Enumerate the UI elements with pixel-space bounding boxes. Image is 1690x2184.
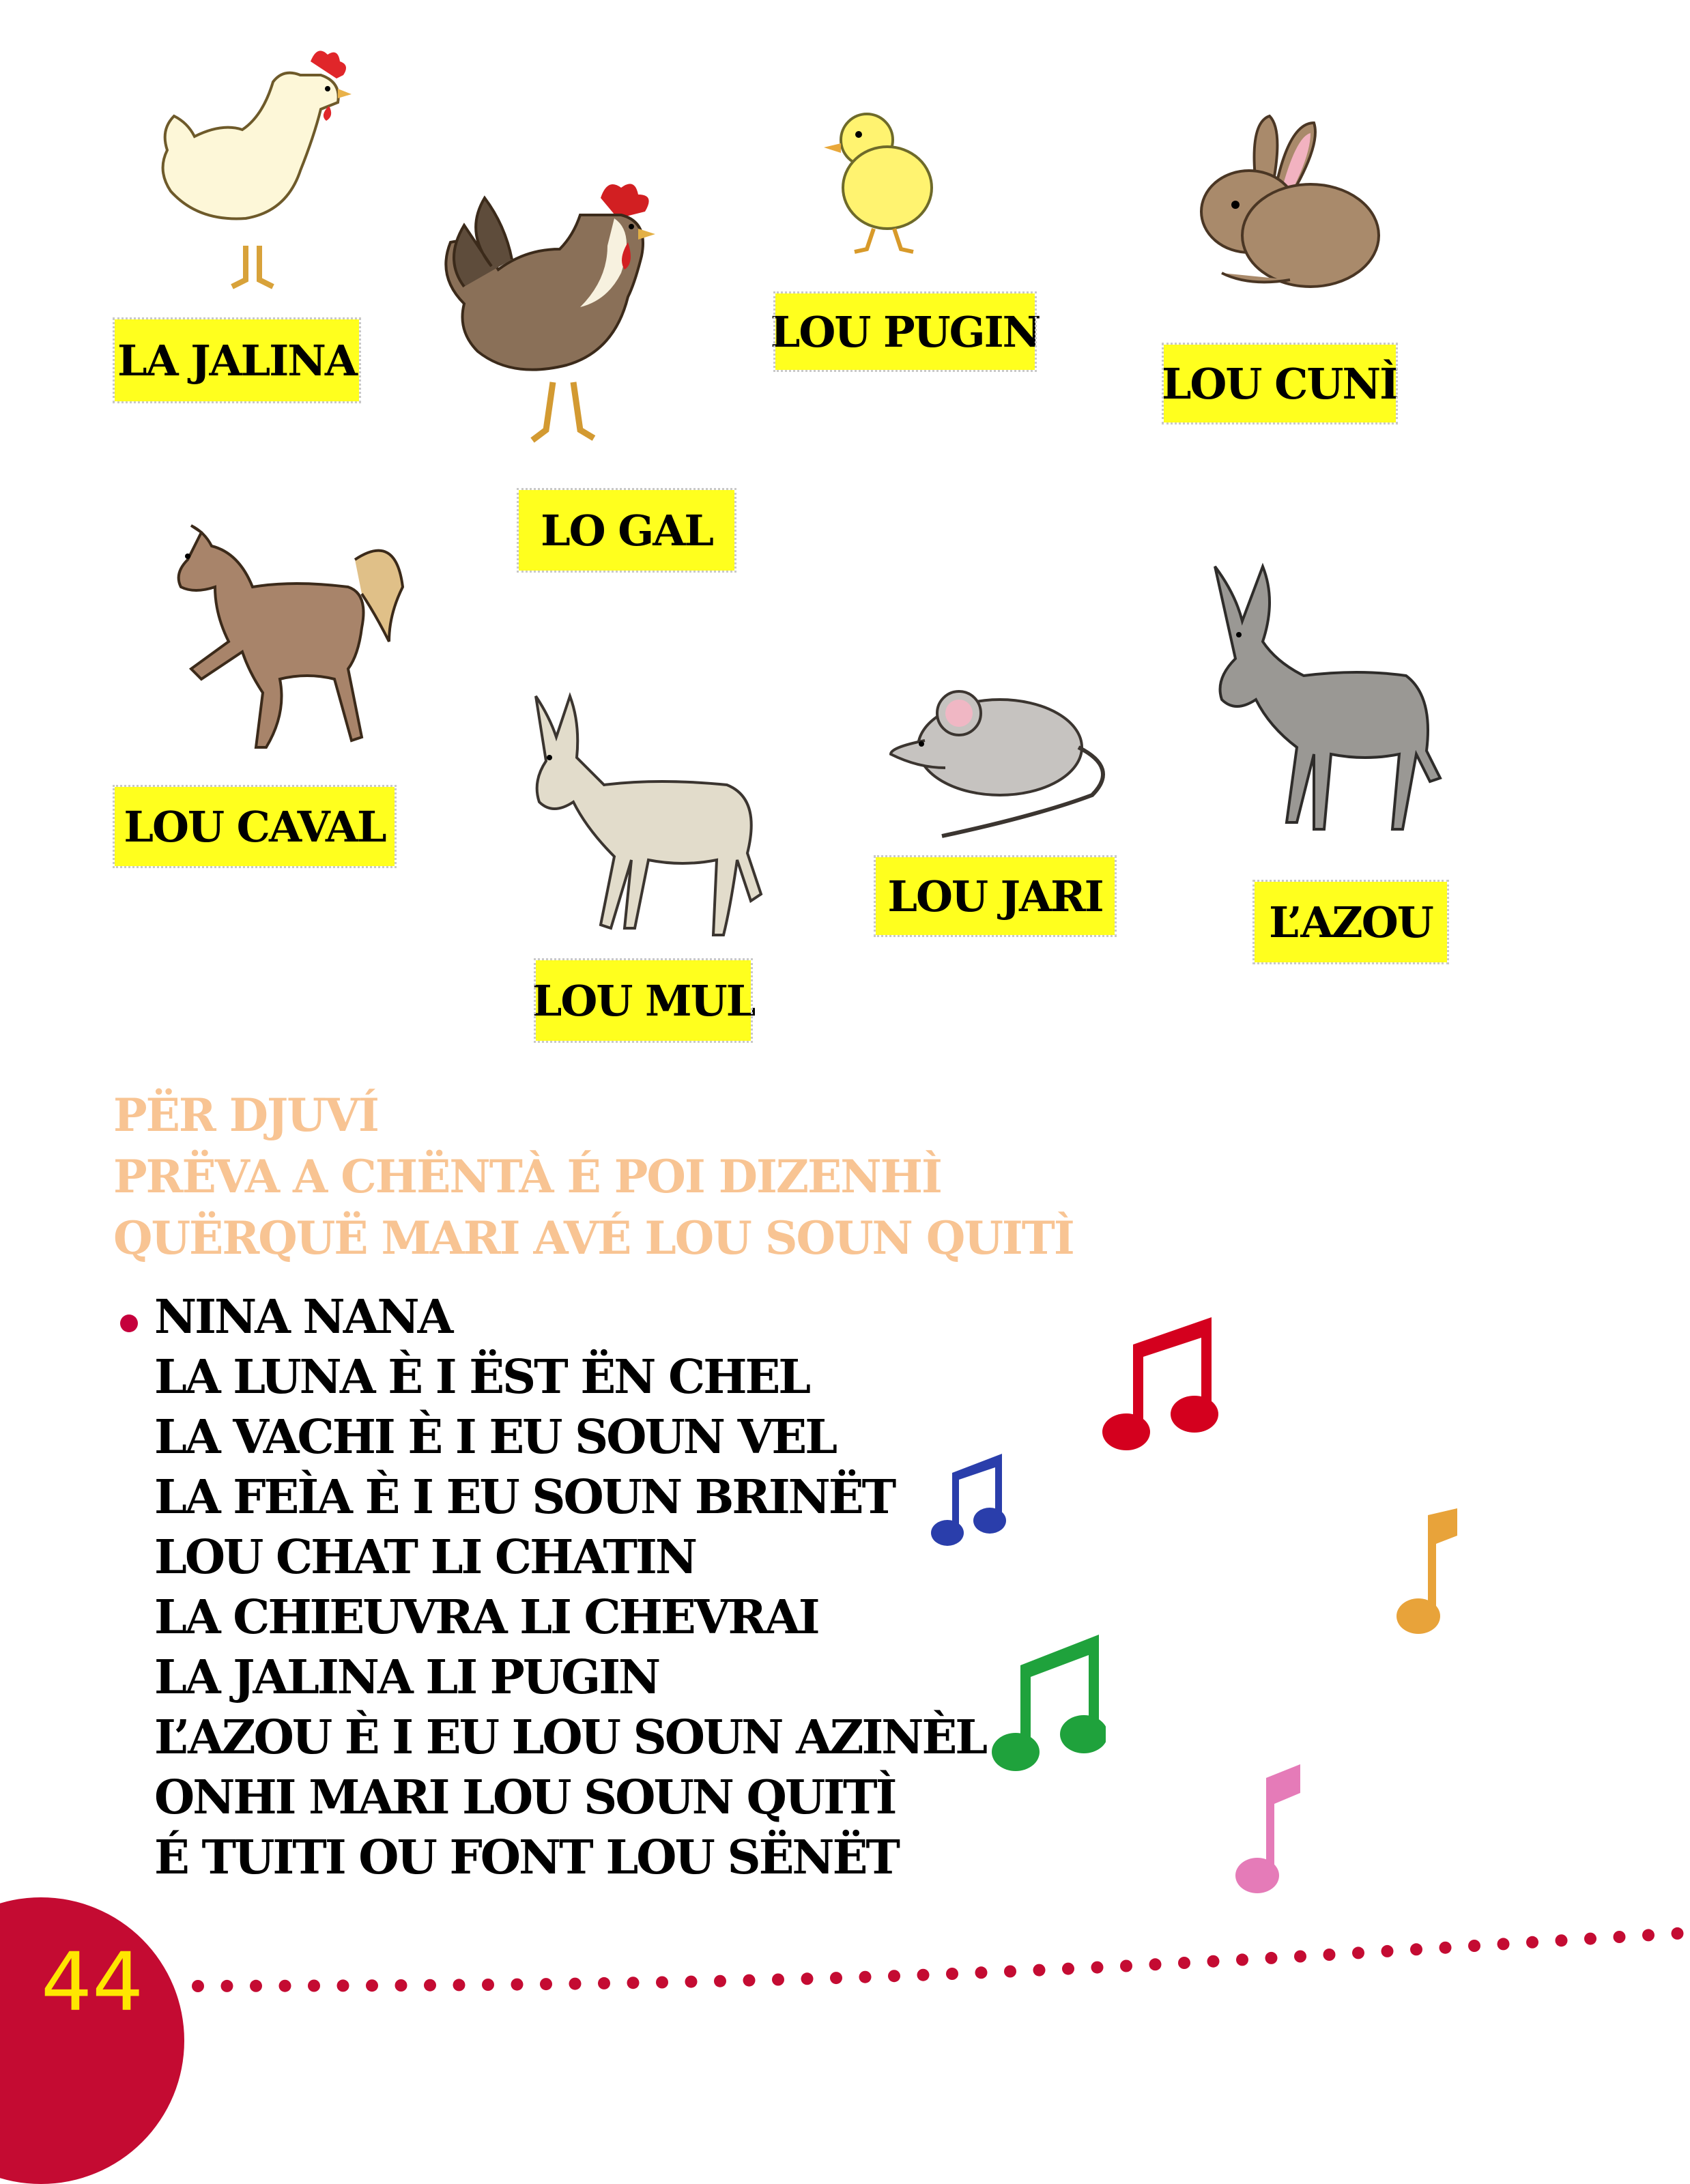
- border-dot: [337, 1979, 349, 1992]
- border-dot: [772, 1974, 784, 1986]
- border-dot: [888, 1970, 900, 1982]
- label-rabbit: LOU CUNÌ: [1164, 345, 1396, 422]
- border-dot: [1526, 1936, 1538, 1949]
- label-rooster: LO GAL: [519, 490, 734, 571]
- border-dot: [1265, 1952, 1278, 1964]
- mouse-illustration: [884, 672, 1116, 836]
- instruction-line-2: PRËVA A CHËNTÀ É POI DIZENHÌ: [113, 1150, 941, 1203]
- border-dot: [192, 1980, 204, 1992]
- border-dot: [685, 1976, 698, 1988]
- border-dot: [1614, 1931, 1626, 1943]
- label-hen: LA JALINA: [115, 319, 359, 401]
- music-note-blue-icon: [928, 1454, 1007, 1556]
- rabbit-illustration: [1181, 109, 1386, 300]
- label-mouse: LOU JARI: [876, 857, 1115, 935]
- border-dot: [1062, 1963, 1074, 1975]
- border-dot: [482, 1979, 494, 1991]
- border-dot: [1352, 1946, 1364, 1959]
- border-dot: [830, 1972, 842, 1984]
- dotted-border: [0, 1904, 1690, 2013]
- border-dot: [1323, 1949, 1336, 1961]
- border-dot: [1149, 1958, 1162, 1970]
- border-dot: [859, 1971, 872, 1983]
- song-line: L’AZOU È I EU LOU SOUN AZINÈL: [154, 1710, 986, 1765]
- music-note-green-icon: [990, 1635, 1106, 1781]
- border-dot: [1004, 1966, 1016, 1978]
- border-dot: [1642, 1929, 1655, 1941]
- border-dot: [1410, 1943, 1422, 1955]
- border-dot: [1207, 1955, 1220, 1968]
- border-dot: [511, 1979, 524, 1991]
- border-dot: [569, 1978, 582, 1990]
- instruction-line-1: PËR DJUVÍ: [113, 1089, 378, 1142]
- border-dot: [1381, 1945, 1394, 1957]
- music-note-red-icon: [1099, 1317, 1218, 1464]
- border-dot: [1584, 1933, 1596, 1945]
- song-line: LOU CHAT LI CHATIN: [154, 1530, 696, 1585]
- border-dot: [1120, 1960, 1132, 1972]
- song-line: LA CHIEUVRA LI CHEVRAI: [154, 1590, 818, 1645]
- border-dot: [1468, 1940, 1480, 1952]
- border-dot: [424, 1979, 436, 1992]
- border-dot: [1033, 1964, 1046, 1977]
- music-note-orange-icon: [1392, 1508, 1461, 1641]
- song-line: ONHI MARI LOU SOUN QUITÌ: [154, 1770, 896, 1825]
- label-mule: LOU MUL: [536, 960, 751, 1041]
- border-dot: [540, 1978, 552, 1990]
- border-dot: [279, 1980, 291, 1992]
- border-dot: [627, 1977, 640, 1989]
- border-dot: [221, 1980, 233, 1992]
- song-line: É TUITI OU FONT LOU SËNËT: [154, 1830, 898, 1885]
- border-dot: [395, 1979, 407, 1992]
- song-line: LA FEÌA È I EU SOUN BRINËT: [154, 1470, 895, 1525]
- label-donkey: L’AZOU: [1255, 882, 1447, 962]
- border-dot: [1178, 1957, 1190, 1969]
- mule-illustration: [509, 689, 775, 949]
- chick-illustration: [819, 106, 942, 256]
- border-dot: [1672, 1927, 1684, 1940]
- song-line: LA VACHI È I EU SOUN VEL: [154, 1410, 836, 1465]
- label-horse: LOU CAVAL: [115, 787, 395, 866]
- border-dot: [366, 1979, 378, 1992]
- border-dot: [714, 1975, 726, 1987]
- border-dot: [917, 1969, 930, 1981]
- border-dot: [946, 1968, 958, 1980]
- song-line: LA LUNA È I ËST ËN CHEL: [154, 1350, 810, 1405]
- border-dot: [1556, 1934, 1568, 1946]
- border-dot: [1440, 1942, 1452, 1954]
- border-dot: [308, 1980, 320, 1992]
- border-dot: [1294, 1951, 1306, 1963]
- label-chick: LOU PUGIN: [775, 293, 1035, 370]
- border-dot: [1091, 1962, 1104, 1974]
- song-line: NINA NANA: [154, 1290, 452, 1345]
- border-dot: [975, 1966, 988, 1979]
- horse-illustration: [150, 519, 403, 764]
- song-line: LA JALINA LI PUGIN: [154, 1650, 659, 1705]
- border-dot: [1236, 1953, 1248, 1966]
- hen-illustration: [150, 41, 355, 300]
- music-note-pink-icon: [1232, 1764, 1304, 1901]
- donkey-illustration: [1201, 560, 1454, 833]
- border-dot: [250, 1980, 262, 1992]
- page-number: 44: [41, 1935, 144, 2029]
- border-dot: [801, 1972, 814, 1985]
- bullet-icon: [120, 1314, 138, 1332]
- border-dot: [1498, 1938, 1510, 1950]
- rooster-illustration: [444, 177, 689, 464]
- border-dot: [656, 1977, 668, 1989]
- border-dot: [453, 1979, 466, 1991]
- border-dot: [598, 1977, 610, 1989]
- instruction-line-3: QUËRQUË MARI AVÉ LOU SOUN QUITÌ: [113, 1211, 1074, 1265]
- border-dot: [743, 1974, 756, 1987]
